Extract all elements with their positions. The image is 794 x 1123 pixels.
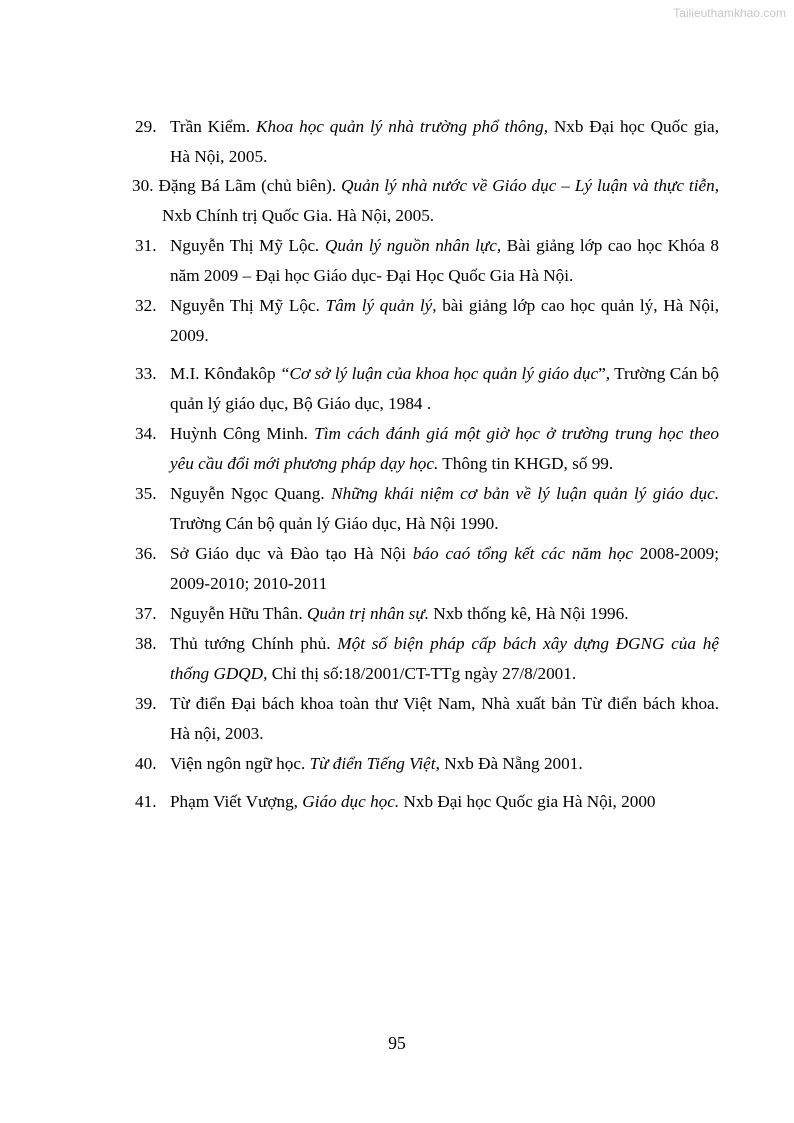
- reference-text: [132, 171, 719, 230]
- reference-number: 30.: [132, 176, 154, 195]
- reference-segment: Nxb Đại học Quốc gia, Hà Nội, 2005.: [170, 117, 719, 166]
- reference-segment: Nxb thống kê, Hà Nội 1996.: [429, 604, 629, 623]
- reference-text: [132, 749, 719, 779]
- reference-text: [132, 629, 719, 688]
- reference-title: Một số biện pháp cấp bách xây dựng ĐGNG của hệ thống GDQD,: [170, 634, 719, 683]
- reference-number: 35.: [135, 484, 157, 503]
- reference-segment: M.I. Kônđakôp: [170, 364, 280, 383]
- reference-text: [132, 112, 719, 171]
- reference-number: 32.: [135, 296, 157, 315]
- reference-number: 29.: [135, 117, 157, 136]
- reference-segment: Đặng Bá Lãm (chủ biên).: [158, 176, 342, 195]
- reference-text: [132, 291, 719, 350]
- reference-item: [132, 359, 719, 418]
- reference-title: “Cơ sở lý luận của khoa học quản lý giáo dục: [280, 364, 599, 383]
- reference-item: [132, 539, 719, 598]
- watermark: Tailieuthamkhao.com: [673, 6, 786, 20]
- reference-segment: Thông tin KHGD, số 99.: [438, 453, 614, 473]
- reference-number: 41.: [135, 792, 157, 811]
- reference-text: [132, 599, 719, 629]
- reference-number: 38.: [135, 634, 157, 653]
- reference-title: Quản trị nhân sự.: [306, 604, 429, 623]
- reference-title: Những khái niệm cơ bản về lý luận quản lý giáo dục.: [331, 484, 720, 503]
- reference-segment: Nguyễn Ngọc Quang.: [170, 484, 332, 503]
- reference-item: [132, 291, 719, 350]
- reference-segment: ”, Trường Cán bộ quản lý giáo dục, Bộ Giáo dục, 1984 .: [170, 364, 719, 413]
- reference-segment: Trường Cán bộ quản lý Giáo dục, Hà Nội 1990.: [170, 513, 499, 533]
- reference-number: 34.: [135, 424, 157, 443]
- reference-title: Tìm cách đánh giá một giờ học ở trường trung học theo yêu cầu đổi mới phương pháp dạy học.: [170, 424, 720, 473]
- reference-item: [132, 112, 719, 171]
- reference-segment: Trần Kiểm.: [170, 117, 257, 136]
- reference-title: báo caó tổng kết các năm học: [412, 544, 633, 563]
- reference-text: [132, 231, 719, 290]
- reference-number: 33.: [135, 364, 157, 383]
- reference-number: 37.: [135, 604, 157, 623]
- reference-segment: Nguyễn Hữu Thân.: [170, 604, 307, 623]
- reference-text: [132, 787, 719, 817]
- reference-number: 40.: [135, 754, 157, 773]
- reference-text: [132, 419, 719, 478]
- reference-segment: Huỳnh Công Minh.: [170, 424, 315, 443]
- reference-item: [132, 787, 719, 817]
- reference-segment: Thủ tướng Chính phủ.: [170, 634, 338, 653]
- reference-number: 31.: [135, 236, 157, 255]
- reference-segment: Sở Giáo dục và Đào tạo Hà Nội: [170, 544, 413, 563]
- reference-segment: Nguyễn Thị Mỹ Lộc.: [170, 296, 326, 315]
- reference-title: Từ điển Tiếng Việt: [309, 754, 436, 773]
- reference-segment: , Nxb Đà Nẵng 2001.: [435, 754, 583, 773]
- reference-segment: Nguyễn Thị Mỹ Lộc: [170, 236, 316, 255]
- reference-segment: Phạm Viết Vượng,: [170, 792, 303, 811]
- page-number: 95: [388, 1033, 406, 1053]
- reference-item: [132, 419, 719, 478]
- reference-text: [132, 539, 719, 598]
- reference-segment: Bài giảng lớp cao học Khóa 8 năm 2009 – Đại học Giáo dục- Đại Học Quốc Gia Hà Nội.: [170, 236, 719, 285]
- reference-title: . Quản lý nguồn nhân lực,: [315, 236, 502, 255]
- reference-segment: bài giảng lớp cao học quản lý, Hà Nội, 2009.: [170, 296, 719, 345]
- reference-item: [132, 689, 719, 748]
- reference-text: [132, 479, 719, 538]
- reference-segment: Nxb Chính trị Quốc Gia. Hà Nội, 2005.: [162, 205, 435, 225]
- reference-segment: Từ điển Đại bách khoa toàn thư Việt Nam, Nhà xuất bản Từ điển bách khoa. Hà nội, 2003.: [170, 694, 719, 743]
- reference-item: [132, 231, 719, 290]
- reference-text: [132, 359, 719, 418]
- reference-segment: Chỉ thị số:18/2001/CT-TTg ngày 27/8/2001.: [267, 663, 577, 683]
- reference-segment: Viện ngôn ngữ học.: [170, 754, 310, 773]
- reference-number: 36.: [135, 544, 157, 563]
- reference-item: [132, 599, 719, 629]
- reference-text: [132, 689, 719, 748]
- reference-title: Tâm lý quản lý,: [325, 296, 437, 315]
- reference-title: Khoa học quản lý nhà trường phổ thông,: [256, 117, 548, 136]
- reference-segment: Nxb Đại học Quốc gia Hà Nội, 2000: [399, 792, 656, 811]
- reference-item: [132, 749, 719, 779]
- reference-title: Quản lý nhà nước về Giáo dục – Lý luận và thực tiễn,: [341, 176, 719, 195]
- reference-item: [132, 629, 719, 688]
- reference-title: Giáo dục học.: [302, 792, 400, 811]
- reference-item: [132, 171, 719, 230]
- reference-segment: 2008-2009; 2009-2010; 2010-2011: [170, 544, 719, 593]
- reference-number: 39.: [135, 694, 157, 713]
- reference-item: [132, 479, 719, 538]
